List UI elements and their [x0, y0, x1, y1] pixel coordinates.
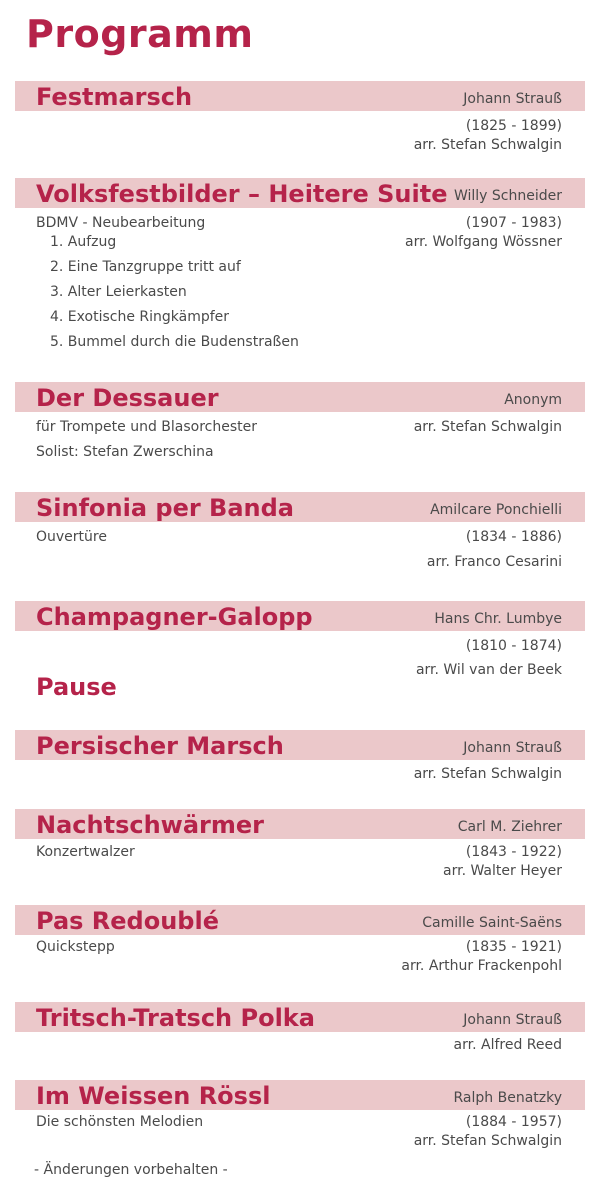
composer-name: Hans Chr. Lumbye: [434, 611, 562, 627]
arranger: arr. Stefan Schwalgin: [413, 766, 562, 782]
arranger: arr. Wolfgang Wössner: [405, 234, 562, 250]
piece-title: Der Dessauer: [36, 384, 219, 412]
composer-name: Anonym: [504, 392, 562, 408]
piece-note: Quickstepp: [36, 939, 115, 955]
composer-dates: (1907 - 1983): [465, 215, 562, 231]
composer-name: Carl M. Ziehrer: [457, 819, 562, 835]
intermission-label: Pause: [36, 673, 117, 701]
piece-note: Konzertwalzer: [36, 844, 135, 860]
composer-dates: (1843 - 1922): [465, 844, 562, 860]
piece-title: Nachtschwärmer: [36, 811, 264, 839]
movement-item: 2. Eine Tanzgruppe tritt auf: [50, 259, 241, 275]
piece-note: BDMV - Neubearbeitung: [36, 215, 206, 231]
composer-dates: (1825 - 1899): [465, 118, 562, 134]
piece-note: für Trompete und Blasorchester: [36, 419, 258, 435]
composer-name: Johann Strauß: [463, 740, 562, 756]
composer-name: Ralph Benatzky: [453, 1090, 562, 1106]
composer-name: Willy Schneider: [453, 188, 562, 204]
movement-item: 3. Alter Leierkasten: [50, 284, 187, 300]
composer-name: Amilcare Ponchielli: [430, 502, 562, 518]
piece-title: Champagner-Galopp: [36, 603, 313, 631]
piece-note: Ouvertüre: [36, 529, 107, 545]
piece-title: Festmarsch: [36, 83, 193, 111]
piece-title: Tritsch-Tratsch Polka: [36, 1004, 315, 1032]
composer-dates: (1835 - 1921): [465, 939, 562, 955]
arranger: arr. Stefan Schwalgin: [413, 137, 562, 153]
composer-name: Johann Strauß: [463, 1012, 562, 1028]
arranger: arr. Wil van der Beek: [415, 662, 562, 678]
composer-name: Johann Strauß: [463, 91, 562, 107]
footer-note: - Änderungen vorbehalten -: [34, 1162, 228, 1178]
arranger: arr. Stefan Schwalgin: [413, 419, 562, 435]
piece-note: Die schönsten Melodien: [36, 1114, 204, 1130]
piece-title: Sinfonia per Banda: [36, 494, 294, 522]
piece-title: Pas Redoublé: [36, 907, 219, 935]
soloist: Solist: Stefan Zwerschina: [36, 444, 214, 460]
piece-title: Volksfestbilder – Heitere Suite: [36, 180, 448, 208]
movement-item: 4. Exotische Ringkämpfer: [50, 309, 230, 325]
piece-title: Persischer Marsch: [36, 732, 284, 760]
composer-name: Camille Saint-Saëns: [422, 915, 562, 931]
arranger: arr. Alfred Reed: [453, 1037, 562, 1053]
composer-dates: (1834 - 1886): [465, 529, 562, 545]
movement-item: 5. Bummel durch die Budenstraßen: [50, 334, 299, 350]
arranger: arr. Walter Heyer: [443, 863, 562, 879]
arranger: arr. Franco Cesarini: [426, 554, 562, 570]
composer-dates: (1810 - 1874): [465, 638, 562, 654]
composer-dates: (1884 - 1957): [465, 1114, 562, 1130]
arranger: arr. Stefan Schwalgin: [413, 1133, 562, 1149]
arranger: arr. Arthur Frackenpohl: [401, 958, 562, 974]
page-title: Programm: [26, 12, 254, 56]
piece-title: Im Weissen Rössl: [36, 1082, 271, 1110]
movement-item: 1. Aufzug: [50, 234, 117, 250]
